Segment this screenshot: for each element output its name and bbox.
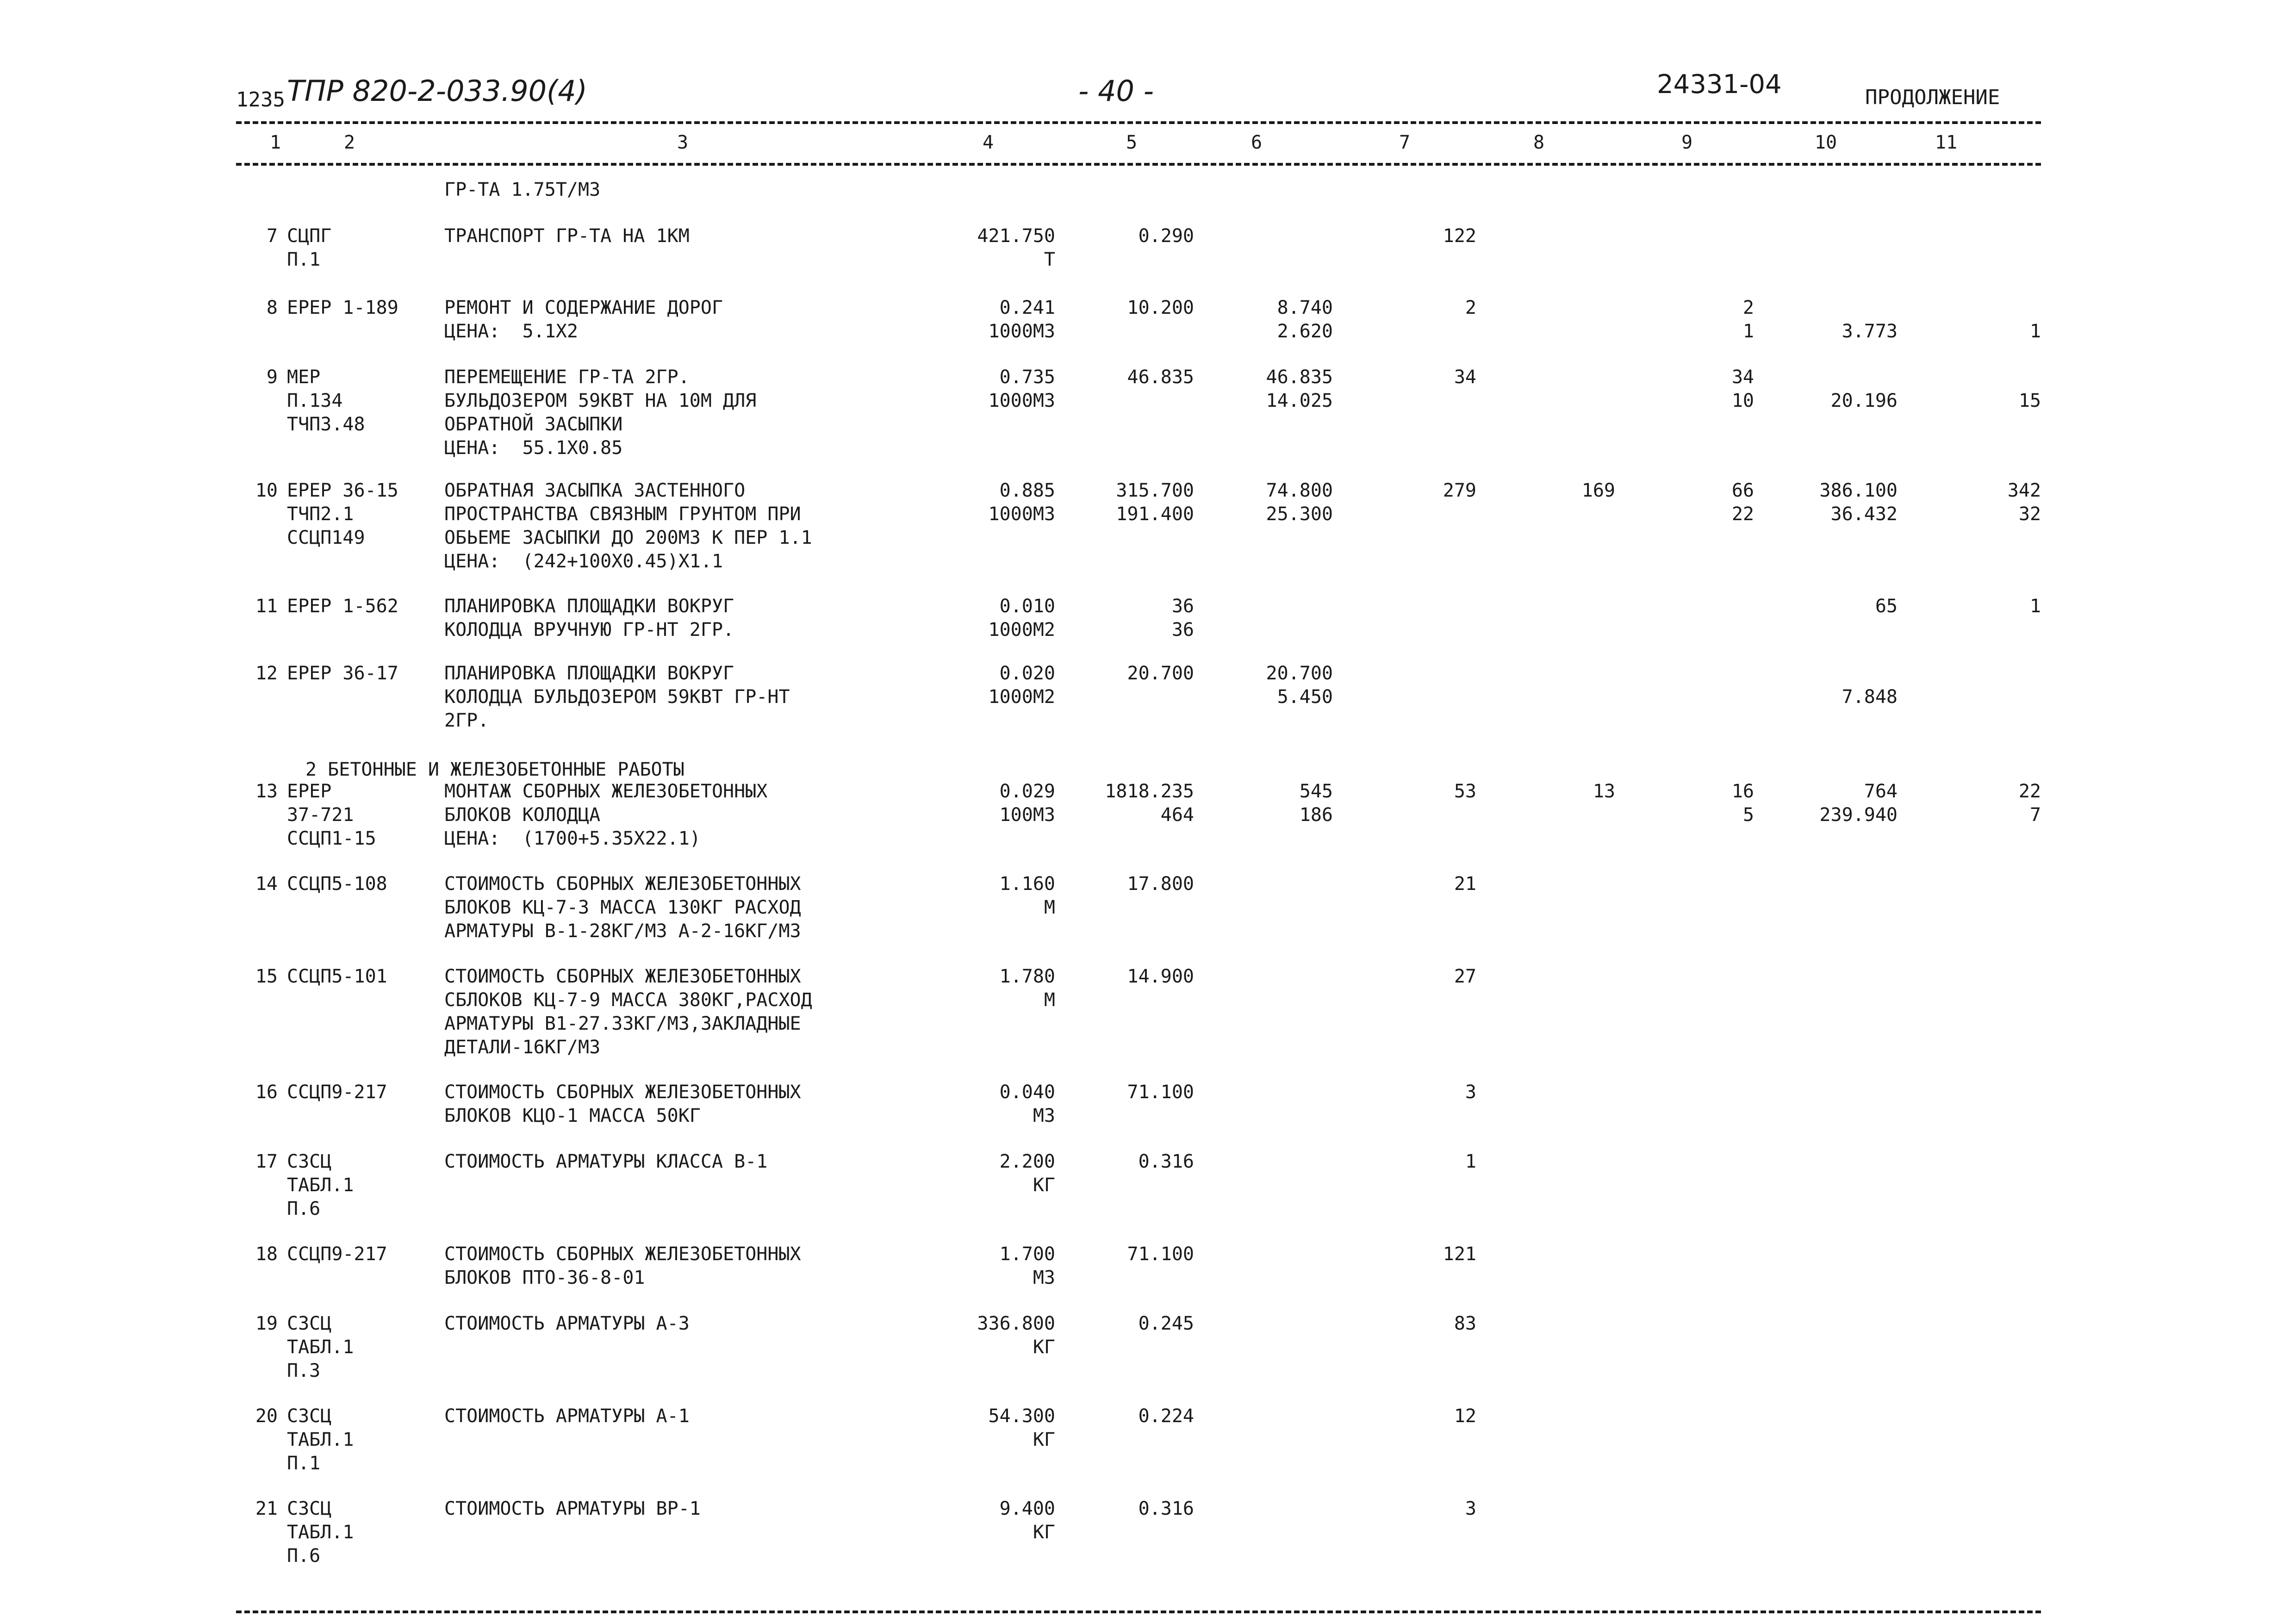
row-code-line: С3СЦ bbox=[287, 1498, 332, 1519]
row-number: 13 bbox=[255, 781, 278, 802]
row-quantity bbox=[940, 1243, 1055, 1290]
row-quantity-line: М bbox=[1044, 989, 1055, 1011]
row-col-7 bbox=[1388, 780, 1476, 803]
row-col-9 bbox=[1666, 296, 1754, 343]
row-number: 20 bbox=[255, 1405, 278, 1427]
row-quantity-line: 421.750 bbox=[977, 225, 1055, 247]
column-number-5: 5 bbox=[1126, 132, 1138, 153]
row-col-7 bbox=[1388, 1405, 1476, 1428]
row-description bbox=[444, 1497, 953, 1521]
row-description bbox=[444, 479, 953, 573]
row-quantity-line: 1000М3 bbox=[988, 321, 1055, 342]
row-unit-price-line: 464 bbox=[1160, 804, 1194, 826]
row-col-11 bbox=[1921, 366, 2041, 413]
row-code-line: ССЦП9-217 bbox=[287, 1244, 387, 1265]
row-quantity-line: 0.885 bbox=[999, 480, 1055, 501]
row-description-line: ЦЕНА: (242+100Х0.45)Х1.1 bbox=[444, 551, 723, 572]
row-quantity bbox=[940, 872, 1055, 920]
row-quantity bbox=[940, 479, 1055, 526]
row-col-6-line: 545 bbox=[1299, 781, 1333, 802]
row-quantity-line: 336.800 bbox=[977, 1313, 1055, 1334]
row-description bbox=[444, 965, 953, 1059]
row-unit-price-line: 0.224 bbox=[1138, 1405, 1194, 1427]
row-description bbox=[444, 780, 953, 851]
row-number: 9 bbox=[266, 367, 278, 388]
row-description-line: КОЛОДЦА ВРУЧНУЮ ГР-НТ 2ГР. bbox=[444, 619, 734, 640]
row-col-11 bbox=[1921, 479, 2041, 526]
row-col-7 bbox=[1388, 224, 1476, 248]
row-unit-price-line: 0.316 bbox=[1138, 1151, 1194, 1172]
row-description-line: АРМАТУРЫ В-1-28КГ/М3 А-2-16КГ/М3 bbox=[444, 920, 801, 942]
row-code-line: СЦПГ bbox=[287, 225, 332, 247]
row-code bbox=[287, 1497, 440, 1568]
row-description bbox=[444, 1405, 953, 1428]
row-number: 16 bbox=[255, 1082, 278, 1103]
row-number: 18 bbox=[255, 1244, 278, 1265]
row-quantity-line: М3 bbox=[1033, 1267, 1055, 1288]
row-description-line: ОБРАТНОЙ ЗАСЫПКИ bbox=[444, 414, 623, 435]
row-quantity bbox=[940, 1081, 1055, 1128]
row-unit-price bbox=[1069, 1150, 1194, 1174]
page-number: - 40 - bbox=[1078, 74, 1154, 108]
row-description bbox=[444, 1150, 953, 1174]
row-code bbox=[287, 595, 440, 618]
row-col-9-line: 2 bbox=[1742, 297, 1754, 318]
row-description-line: ПЛАНИРОВКА ПЛОЩАДКИ ВОКРУГ bbox=[444, 663, 734, 684]
row-col-7 bbox=[1388, 1497, 1476, 1521]
row-quantity-line: 1000М3 bbox=[988, 504, 1055, 525]
row-quantity bbox=[940, 662, 1055, 709]
row-col-7 bbox=[1388, 296, 1476, 320]
continuation-label: ПРОДОЛЖЕНИЕ bbox=[1865, 86, 2000, 109]
row-quantity-line: 1000М2 bbox=[988, 619, 1055, 640]
row-unit-price-line: 71.100 bbox=[1127, 1082, 1194, 1103]
row-unit-price-line: 17.800 bbox=[1127, 873, 1194, 895]
column-number-9: 9 bbox=[1681, 132, 1693, 153]
row-quantity-line: 1.700 bbox=[999, 1244, 1055, 1265]
row-number: 19 bbox=[255, 1313, 278, 1334]
row-col-9-line: 22 bbox=[1731, 504, 1754, 525]
row-col-6 bbox=[1203, 780, 1333, 827]
row-description bbox=[444, 224, 953, 248]
row-code-line: ЕРЕР bbox=[287, 781, 332, 802]
row-col-6-line: 74.800 bbox=[1266, 480, 1333, 501]
row-quantity bbox=[940, 1150, 1055, 1197]
row-description-line: СТОИМОСТЬ АРМАТУРЫ ВР-1 bbox=[444, 1498, 701, 1519]
row-unit-price-line: 10.200 bbox=[1127, 297, 1194, 318]
row-code-line: ТАБЛ.1 bbox=[287, 1175, 354, 1196]
row-col-6 bbox=[1203, 366, 1333, 413]
row-quantity bbox=[940, 224, 1055, 272]
row-code-line: П.1 bbox=[287, 249, 321, 270]
row-col-9 bbox=[1666, 479, 1754, 526]
row-col-7-line: 122 bbox=[1443, 225, 1476, 247]
row-code-line: ЕРЕР 1-562 bbox=[287, 596, 398, 617]
row-quantity-line: М bbox=[1044, 897, 1055, 918]
row-col-9-line: 10 bbox=[1731, 390, 1754, 411]
row-col-11 bbox=[1921, 780, 2041, 827]
row-unit-price-line: 0.290 bbox=[1138, 225, 1194, 247]
row-unit-price-line: 71.100 bbox=[1127, 1244, 1194, 1265]
row-unit-price bbox=[1069, 1497, 1194, 1521]
row-number: 14 bbox=[255, 873, 278, 895]
row-code bbox=[287, 662, 440, 685]
column-number-4: 4 bbox=[982, 132, 994, 153]
row-col-10 bbox=[1759, 366, 1898, 413]
row-quantity-line: 100М3 bbox=[999, 804, 1055, 826]
row-code bbox=[287, 1243, 440, 1266]
row-col-7-line: 3 bbox=[1465, 1498, 1476, 1519]
header-rule-bottom bbox=[236, 163, 2041, 166]
row-quantity-line: М3 bbox=[1033, 1105, 1055, 1126]
row-col-10-line: 386.100 bbox=[1819, 480, 1898, 501]
row-unit-price bbox=[1069, 1243, 1194, 1266]
row-quantity-line: КГ bbox=[1033, 1429, 1055, 1450]
row-unit-price bbox=[1069, 479, 1194, 526]
row-description-line: СТОИМОСТЬ СБОРНЫХ ЖЕЛЕЗОБЕТОННЫХ bbox=[444, 1082, 801, 1103]
row-description-line: ЦЕНА: 55.1Х0.85 bbox=[444, 437, 623, 459]
row-col-7-line: 279 bbox=[1443, 480, 1476, 501]
row-col-7 bbox=[1388, 872, 1476, 896]
row-description-line: СТОИМОСТЬ СБОРНЫХ ЖЕЛЕЗОБЕТОННЫХ bbox=[444, 966, 801, 987]
column-number-6: 6 bbox=[1251, 132, 1263, 153]
row-unit-price-line: 1818.235 bbox=[1105, 781, 1194, 802]
row-description-line: БЛОКОВ КОЛОДЦА bbox=[444, 804, 601, 826]
row-description-line: ПЕРЕМЕЩЕНИЕ ГР-ТА 2ГР. bbox=[444, 367, 690, 388]
row-description-line: СТОИМОСТЬ АРМАТУРЫ А-1 bbox=[444, 1405, 690, 1427]
column-number-7: 7 bbox=[1399, 132, 1411, 153]
row-description-line: ОБЬЕМЕ ЗАСЫПКИ ДО 200М3 К ПЕР 1.1 bbox=[444, 527, 812, 548]
row-number: 15 bbox=[255, 966, 278, 987]
row-unit-price bbox=[1069, 1081, 1194, 1104]
row-number: 12 bbox=[255, 663, 278, 684]
document-id: 24331-04 bbox=[1657, 69, 1782, 99]
footer-rule bbox=[236, 1611, 2041, 1613]
row-number: 10 bbox=[255, 480, 278, 501]
row-description bbox=[444, 1312, 953, 1336]
row-col-11 bbox=[1921, 595, 2041, 618]
row-description-line: БЛОКОВ КЦО-1 МАССА 50КГ bbox=[444, 1105, 701, 1126]
row-col-6-line: 5.450 bbox=[1277, 686, 1333, 708]
row-col-6 bbox=[1203, 662, 1333, 709]
row-code-line: МЕР bbox=[287, 367, 321, 388]
row-col-6-line: 186 bbox=[1299, 804, 1333, 826]
row-quantity-line: 0.241 bbox=[999, 297, 1055, 318]
row-col-11-line: 7 bbox=[2029, 804, 2041, 826]
row-code-line: ССЦП9-217 bbox=[287, 1082, 387, 1103]
row-col-7 bbox=[1388, 1081, 1476, 1104]
row-col-11-line: 342 bbox=[2007, 480, 2041, 501]
row-col-7 bbox=[1388, 1150, 1476, 1174]
row-col-10 bbox=[1759, 296, 1898, 343]
section-title: 2 БЕТОННЫЕ И ЖЕЛЕЗОБЕТОННЫЕ РАБОТЫ bbox=[305, 759, 684, 780]
row-description bbox=[444, 1081, 953, 1128]
column-number-3: 3 bbox=[677, 132, 689, 153]
row-quantity-line: 0.010 bbox=[999, 596, 1055, 617]
row-quantity-line: Т bbox=[1044, 249, 1055, 270]
row-col-11-line bbox=[1921, 366, 2041, 389]
row-code-line: ССЦП5-101 bbox=[287, 966, 387, 987]
row-unit-price-line: 0.316 bbox=[1138, 1498, 1194, 1519]
row-col-11-line: 22 bbox=[2018, 781, 2041, 802]
row-col-9 bbox=[1666, 366, 1754, 413]
row-description-line: МОНТАЖ СБОРНЫХ ЖЕЛЕЗОБЕТОННЫХ bbox=[444, 781, 768, 802]
row-col-7-line: 2 bbox=[1465, 297, 1476, 318]
row-code bbox=[287, 366, 440, 436]
row-code-line: П.3 bbox=[287, 1360, 321, 1381]
row-col-8 bbox=[1527, 780, 1615, 803]
row-col-11-line bbox=[1921, 296, 2041, 320]
row-unit-price bbox=[1069, 872, 1194, 896]
row-description-line: ТРАНСПОРТ ГР-ТА НА 1КМ bbox=[444, 225, 690, 247]
row-quantity-line: 1000М3 bbox=[988, 390, 1055, 411]
row-number: 11 bbox=[255, 596, 278, 617]
row-description-line: БЛОКОВ КЦ-7-3 МАССА 130КГ РАСХОД bbox=[444, 897, 801, 918]
row-quantity bbox=[940, 595, 1055, 642]
row-description-line: БЛОКОВ ПТО-36-8-01 bbox=[444, 1267, 645, 1288]
row-col-10 bbox=[1759, 662, 1898, 709]
row-unit-price bbox=[1069, 224, 1194, 248]
row-code-line: ТАБЛ.1 bbox=[287, 1429, 354, 1450]
row-col-7-line: 21 bbox=[1454, 873, 1476, 895]
row-unit-price-line: 20.700 bbox=[1127, 663, 1194, 684]
row-col-7-line: 3 bbox=[1465, 1082, 1476, 1103]
column-number-1: 1 bbox=[269, 132, 281, 153]
row-col-10-line bbox=[1759, 366, 1898, 389]
row-code-line: ТЧП3.48 bbox=[287, 414, 365, 435]
row-code-line: 37-721 bbox=[287, 804, 354, 826]
row-description-line: ЦЕНА: 5.1Х2 bbox=[444, 321, 578, 342]
row-code-line: ССЦП149 bbox=[287, 527, 365, 548]
row-col-10-line: 65 bbox=[1875, 596, 1898, 617]
row-code-line: ЕРЕР 1-189 bbox=[287, 297, 398, 318]
row-col-8 bbox=[1527, 479, 1615, 503]
row-col-7-line: 27 bbox=[1454, 966, 1476, 987]
row-col-7-line: 83 bbox=[1454, 1313, 1476, 1334]
row-col-6 bbox=[1203, 479, 1333, 526]
row-code bbox=[287, 872, 440, 896]
row-code-line: ССЦП1-15 bbox=[287, 828, 376, 849]
row-col-11 bbox=[1921, 296, 2041, 343]
row-description-line: ДЕТАЛИ-16КГ/М3 bbox=[444, 1037, 601, 1058]
row-code bbox=[287, 1405, 440, 1475]
row-col-6-line: 25.300 bbox=[1266, 504, 1333, 525]
row-unit-price-line: 36 bbox=[1171, 596, 1194, 617]
row-description-line: СТОИМОСТЬ СБОРНЫХ ЖЕЛЕЗОБЕТОННЫХ bbox=[444, 1244, 801, 1265]
row-col-10-line bbox=[1759, 662, 1898, 685]
row-col-10-line: 764 bbox=[1864, 781, 1898, 802]
row-description-line: АРМАТУРЫ В1-27.33КГ/М3,ЗАКЛАДНЫЕ bbox=[444, 1013, 801, 1034]
row-col-10-line: 36.432 bbox=[1830, 504, 1898, 525]
row-code-line: С3СЦ bbox=[287, 1151, 332, 1172]
row-unit-price bbox=[1069, 296, 1194, 320]
row-code-line: ССЦП5-108 bbox=[287, 873, 387, 895]
row-col-6-line: 46.835 bbox=[1266, 367, 1333, 388]
row-quantity bbox=[940, 1312, 1055, 1359]
row-description-line: СТОИМОСТЬ СБОРНЫХ ЖЕЛЕЗОБЕТОННЫХ bbox=[444, 873, 801, 895]
row-quantity-line: КГ bbox=[1033, 1175, 1055, 1196]
carry-over-line: ГР-ТА 1.75Т/М3 bbox=[444, 179, 601, 200]
row-unit-price bbox=[1069, 662, 1194, 685]
row-col-11-line: 32 bbox=[2018, 504, 2041, 525]
row-col-6 bbox=[1203, 296, 1333, 343]
row-quantity-line: 9.400 bbox=[999, 1498, 1055, 1519]
row-number: 21 bbox=[255, 1498, 278, 1519]
row-code bbox=[287, 1150, 440, 1221]
row-col-9 bbox=[1666, 780, 1754, 827]
row-unit-price-line: 191.400 bbox=[1116, 504, 1194, 525]
row-quantity bbox=[940, 965, 1055, 1012]
row-col-10-line bbox=[1759, 296, 1898, 320]
row-col-7-line: 34 bbox=[1454, 367, 1476, 388]
row-quantity-line: 1.780 bbox=[999, 966, 1055, 987]
row-unit-price-line: 0.245 bbox=[1138, 1313, 1194, 1334]
column-number-11: 11 bbox=[1935, 132, 1958, 153]
row-description-line: ПРОСТРАНСТВА СВЯЗНЫМ ГРУНТОМ ПРИ bbox=[444, 504, 801, 525]
row-col-10-line: 20.196 bbox=[1830, 390, 1898, 411]
row-col-7 bbox=[1388, 1243, 1476, 1266]
row-quantity-line: КГ bbox=[1033, 1337, 1055, 1358]
row-description-line: СТОИМОСТЬ АРМАТУРЫ КЛАССА В-1 bbox=[444, 1151, 768, 1172]
row-description-line: ЦЕНА: (1700+5.35Х22.1) bbox=[444, 828, 701, 849]
row-code-line: ЕРЕР 36-15 bbox=[287, 480, 398, 501]
row-col-6-line: 2.620 bbox=[1277, 321, 1333, 342]
row-quantity-line: 2.200 bbox=[999, 1151, 1055, 1172]
row-unit-price bbox=[1069, 965, 1194, 989]
row-description-line: ОБРАТНАЯ ЗАСЫПКА ЗАСТЕННОГО bbox=[444, 480, 746, 501]
column-number-8: 8 bbox=[1533, 132, 1545, 153]
row-quantity bbox=[940, 1405, 1055, 1452]
row-quantity-line: 1.160 bbox=[999, 873, 1055, 895]
row-number: 17 bbox=[255, 1151, 278, 1172]
row-col-9-line: 5 bbox=[1742, 804, 1754, 826]
row-col-7 bbox=[1388, 366, 1476, 389]
row-unit-price bbox=[1069, 1405, 1194, 1428]
row-code-line: П.6 bbox=[287, 1545, 321, 1567]
row-col-6-line: 20.700 bbox=[1266, 663, 1333, 684]
row-quantity bbox=[940, 780, 1055, 827]
row-description-line: ПЛАНИРОВКА ПЛОЩАДКИ ВОКРУГ bbox=[444, 596, 734, 617]
row-code bbox=[287, 296, 440, 320]
row-code-line: П.1 bbox=[287, 1453, 321, 1474]
row-col-7 bbox=[1388, 965, 1476, 989]
row-description bbox=[444, 595, 953, 642]
row-quantity-line: 0.735 bbox=[999, 367, 1055, 388]
row-col-9-line: 1 bbox=[1742, 321, 1754, 342]
row-col-9-line: 66 bbox=[1731, 480, 1754, 501]
row-unit-price bbox=[1069, 595, 1194, 642]
row-code bbox=[287, 780, 440, 851]
row-col-10 bbox=[1759, 479, 1898, 526]
row-col-6-line: 14.025 bbox=[1266, 390, 1333, 411]
row-col-8-line: 13 bbox=[1593, 781, 1615, 802]
column-number-10: 10 bbox=[1814, 132, 1837, 153]
row-col-7 bbox=[1388, 479, 1476, 503]
row-description bbox=[444, 366, 953, 460]
row-description bbox=[444, 296, 953, 343]
row-code-line: П.6 bbox=[287, 1198, 321, 1219]
row-quantity bbox=[940, 296, 1055, 343]
row-code bbox=[287, 1081, 440, 1104]
row-col-11-line: 1 bbox=[2029, 596, 2041, 617]
row-code-line: ЕРЕР 36-17 bbox=[287, 663, 398, 684]
row-number: 8 bbox=[266, 297, 278, 318]
row-description-line: РЕМОНТ И СОДЕРЖАНИЕ ДОРОГ bbox=[444, 297, 723, 318]
row-quantity-line: 54.300 bbox=[988, 1405, 1055, 1427]
row-col-11-line: 1 bbox=[2029, 321, 2041, 342]
row-quantity bbox=[940, 1497, 1055, 1544]
row-code-line: ТАБЛ.1 bbox=[287, 1522, 354, 1543]
row-unit-price-line: 46.835 bbox=[1127, 367, 1194, 388]
row-col-10-line: 239.940 bbox=[1819, 804, 1898, 826]
row-code bbox=[287, 479, 440, 550]
row-col-10 bbox=[1759, 595, 1898, 618]
column-number-2: 2 bbox=[343, 132, 355, 153]
row-col-7-line: 121 bbox=[1443, 1244, 1476, 1265]
row-col-6-line: 8.740 bbox=[1277, 297, 1333, 318]
row-unit-price-line: 36 bbox=[1171, 619, 1194, 640]
row-quantity bbox=[940, 366, 1055, 413]
row-quantity-line: КГ bbox=[1033, 1522, 1055, 1543]
row-col-7 bbox=[1388, 1312, 1476, 1336]
row-col-7-line: 12 bbox=[1454, 1405, 1476, 1427]
row-description-line: 2ГР. bbox=[444, 710, 489, 731]
row-description bbox=[444, 662, 953, 733]
header-rule-top bbox=[236, 121, 2041, 124]
row-code bbox=[287, 224, 440, 272]
row-description-line: БУЛЬДОЗЕРОМ 59КВТ НА 10М ДЛЯ bbox=[444, 390, 757, 411]
row-quantity-line: 1000М2 bbox=[988, 686, 1055, 708]
row-unit-price bbox=[1069, 366, 1194, 389]
row-code-line: С3СЦ bbox=[287, 1313, 332, 1334]
row-col-9-line: 16 bbox=[1731, 781, 1754, 802]
row-unit-price-line: 14.900 bbox=[1127, 966, 1194, 987]
row-col-7-line: 53 bbox=[1454, 781, 1476, 802]
row-col-10 bbox=[1759, 780, 1898, 827]
row-col-10-line: 7.848 bbox=[1842, 686, 1898, 708]
row-code bbox=[287, 965, 440, 989]
row-col-9-line: 34 bbox=[1731, 367, 1754, 388]
sheet-number: 1235 bbox=[236, 88, 285, 112]
document-code: ТПР 820-2-033.90(4) bbox=[287, 74, 587, 108]
row-code bbox=[287, 1312, 440, 1383]
row-description-line: КОЛОДЦА БУЛЬДОЗЕРОМ 59КВТ ГР-НТ bbox=[444, 686, 790, 708]
row-description bbox=[444, 872, 953, 943]
row-unit-price bbox=[1069, 1312, 1194, 1336]
row-unit-price-line: 315.700 bbox=[1116, 480, 1194, 501]
row-col-10-line: 3.773 bbox=[1842, 321, 1898, 342]
row-code-line: С3СЦ bbox=[287, 1405, 332, 1427]
row-quantity-line: 0.020 bbox=[999, 663, 1055, 684]
row-description bbox=[444, 1243, 953, 1290]
row-col-7-line: 1 bbox=[1465, 1151, 1476, 1172]
row-quantity-line: 0.040 bbox=[999, 1082, 1055, 1103]
row-quantity-line: 0.029 bbox=[999, 781, 1055, 802]
row-code-line: ТЧП2.1 bbox=[287, 504, 354, 525]
row-col-8-line: 169 bbox=[1581, 480, 1615, 501]
row-code-line: ТАБЛ.1 bbox=[287, 1337, 354, 1358]
row-col-11-line: 15 bbox=[2018, 390, 2041, 411]
row-unit-price bbox=[1069, 780, 1194, 827]
row-number: 7 bbox=[266, 225, 278, 247]
row-code-line: П.134 bbox=[287, 390, 343, 411]
row-description-line: СТОИМОСТЬ АРМАТУРЫ А-3 bbox=[444, 1313, 690, 1334]
row-description-line: СБЛОКОВ КЦ-7-9 МАССА 380КГ,РАСХОД bbox=[444, 989, 812, 1011]
